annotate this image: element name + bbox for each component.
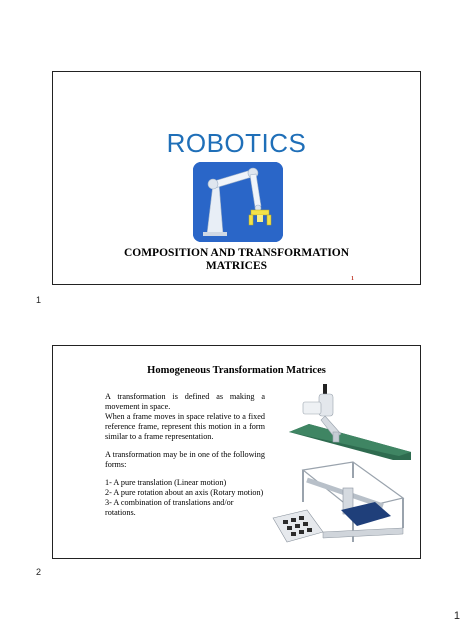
paragraph-2: When a frame moves in space relative to a fixed reference frame, represent this motion in a form similar to a frame representation. [105,412,265,441]
paragraph-3: A transformation may be in one of the following forms: [105,450,265,469]
paragraph-1: A transformation is defined as making a movement in space. [105,392,265,411]
forms-list [105,478,265,518]
list-item: 2- A pure rotation about an axis (Rotary motion) [105,488,264,497]
robot-conveyor-image [289,382,411,460]
slide-2 [52,345,421,559]
list-item: 1- A pure translation (Linear motion) [105,478,227,487]
slide-body [105,392,265,518]
slide-number-1: 1 [36,295,42,305]
list-item: 3- A combination of translations and/or rotations. [105,498,234,517]
slide-title: ROBOTICS [166,128,307,158]
subtitle-line-2: MATRICES [205,260,268,272]
slide-title: Homogeneous Transformation Matrices [147,365,326,376]
slide-mark: 1 [351,276,354,282]
page-number: 1 [453,610,460,622]
slide-subtitle [53,247,420,273]
robot-arm-image [193,162,283,242]
slide-1 [52,71,421,285]
gantry-robot-image [263,458,413,548]
slide-number-2: 2 [36,567,42,577]
subtitle-line-1: COMPOSITION AND TRANSFORMATION [123,247,350,259]
